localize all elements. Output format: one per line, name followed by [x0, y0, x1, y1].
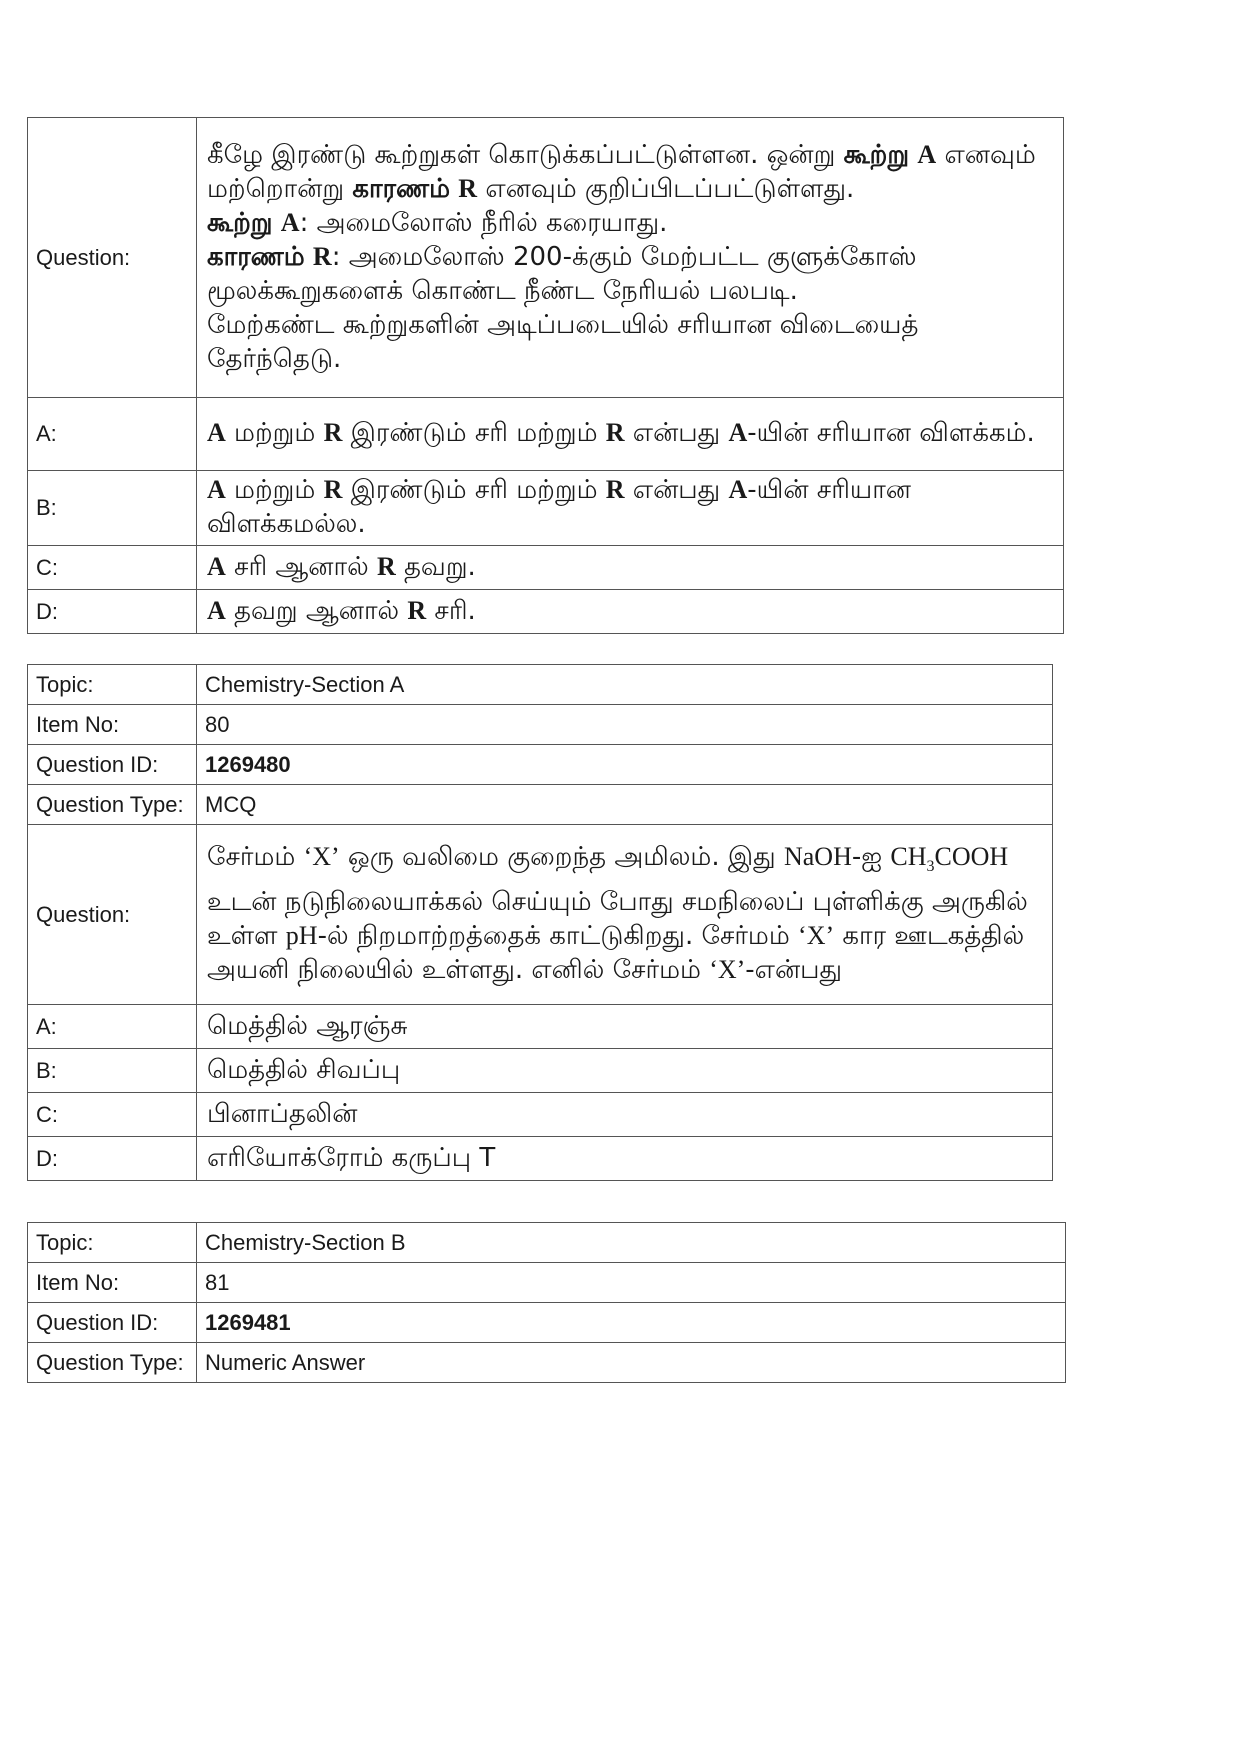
- assertion-key: A: [280, 207, 300, 237]
- option-b-label: B:: [28, 1049, 197, 1093]
- option-c-label: C:: [28, 546, 197, 590]
- text: தவறு ஆனால்: [225, 595, 408, 626]
- item-label: Item No:: [28, 705, 197, 745]
- question-type-value: MCQ: [197, 785, 1053, 825]
- compound-x: ‘X’: [709, 954, 746, 984]
- option-d-text: எரியோக்ரோம் கருப்பு T: [197, 1137, 1053, 1181]
- option-row-b: [28, 471, 1064, 546]
- item-label: Item No:: [28, 1263, 197, 1303]
- option-a-label: A:: [28, 1005, 197, 1049]
- text: -யின் சரியான விளக்கம்.: [747, 418, 1035, 448]
- key: R: [407, 595, 427, 625]
- question-id-value: 1269481: [197, 1303, 1066, 1343]
- item-row: [28, 705, 1053, 745]
- key: R: [605, 418, 625, 447]
- option-row-a: [28, 398, 1064, 471]
- option-row-b: [28, 1049, 1053, 1093]
- formula-part: COOH: [934, 842, 1009, 872]
- option-row-d: [28, 1137, 1053, 1181]
- option-row-d: [28, 590, 1064, 634]
- option-b-text: [197, 471, 1064, 546]
- key: A: [728, 418, 748, 447]
- key: R: [376, 551, 396, 581]
- assertion-key: A: [917, 139, 937, 169]
- question-type-row: [28, 785, 1053, 825]
- option-c-text: [197, 546, 1064, 590]
- option-b-text: மெத்தில் சிவப்பு: [197, 1049, 1053, 1093]
- key: A: [207, 418, 226, 447]
- option-d-label: D:: [28, 1137, 197, 1181]
- question-type-label: Question Type:: [28, 785, 197, 825]
- text: உடன் நடுநிலையாக்கல் செய்யும் போது சமநிலைப் புள்ளிக்கு அருகில் உள்ள: [207, 886, 1028, 951]
- text: மற்றும்: [225, 418, 324, 448]
- question-label: Question:: [28, 825, 197, 1005]
- text: -ஐ: [851, 842, 891, 873]
- question-id-label: Question ID:: [28, 1303, 197, 1343]
- question-id-row: [28, 745, 1053, 785]
- topic-row: [28, 665, 1053, 705]
- assertion-term: கூற்று: [843, 139, 910, 170]
- key: A: [207, 551, 226, 581]
- text: இரண்டும் சரி மற்றும்: [342, 418, 606, 448]
- text: தவறு.: [395, 551, 476, 582]
- question-row: [28, 825, 1053, 1005]
- text: -யின் சரியான விளக்கமல்ல.: [207, 475, 912, 539]
- topic-label: Topic:: [28, 665, 197, 705]
- text: -ல் நிறமாற்றத்தைக் காட்டுகிறது. சேர்மம்: [317, 920, 799, 951]
- text: என்பது: [624, 475, 729, 505]
- topic-value: Chemistry-Section A: [197, 665, 1053, 705]
- option-c-label: C:: [28, 1093, 197, 1137]
- question-table-79: [27, 117, 1064, 634]
- question-type-value: Numeric Answer: [197, 1343, 1066, 1383]
- key: R: [323, 418, 343, 447]
- key: A: [207, 595, 226, 625]
- option-d-text: [197, 590, 1064, 634]
- question-type-label: Question Type:: [28, 1343, 197, 1383]
- text: மற்றும்: [225, 475, 324, 505]
- topic-value: Chemistry-Section B: [197, 1223, 1066, 1263]
- reason-key: R: [458, 173, 478, 203]
- option-c-text: பினாப்தலின்: [197, 1093, 1053, 1137]
- formula-acetic-acid: [890, 842, 1009, 876]
- topic-row: [28, 1223, 1066, 1263]
- text: என்பது: [624, 418, 729, 448]
- item-value: 80: [197, 705, 1053, 745]
- reason-key: R: [312, 241, 332, 271]
- option-d-label: D:: [28, 590, 197, 634]
- question-id-value: 1269480: [197, 745, 1053, 785]
- key: R: [323, 475, 343, 504]
- formula-subscript: 3: [926, 858, 935, 876]
- reason-text: : அமைலோஸ் 200-க்கும் மேற்பட்ட குளுக்கோஸ் மூலக்கூறுகளைக் கொண்ட நீண்ட நேரியல் பலபடி.: [207, 241, 917, 306]
- reason-label: காரணம்: [207, 241, 305, 272]
- text: சரி ஆனால்: [225, 551, 377, 582]
- text: இரண்டும் சரி மற்றும்: [342, 475, 606, 505]
- option-row-a: [28, 1005, 1053, 1049]
- option-a-text: [197, 398, 1064, 471]
- key: R: [605, 475, 625, 504]
- question-text: [197, 118, 1064, 398]
- assertion-text: : அமைலோஸ் நீரில் கரையாது.: [299, 207, 668, 238]
- text: சேர்மம்: [207, 842, 304, 873]
- question-text: [197, 825, 1053, 1005]
- topic-label: Topic:: [28, 1223, 197, 1263]
- item-row: [28, 1263, 1066, 1303]
- question-label: Question:: [28, 118, 197, 398]
- key: A: [728, 475, 748, 504]
- reason-term: காரணம்: [352, 173, 451, 204]
- option-a-text: மெத்தில் ஆரஞ்சு: [197, 1005, 1053, 1049]
- question-type-row: [28, 1343, 1066, 1383]
- formula-part: CH: [890, 842, 927, 872]
- text: சரி.: [426, 595, 476, 626]
- question-id-label: Question ID:: [28, 745, 197, 785]
- question-table-80: [27, 664, 1053, 1181]
- compound-x: ‘X’: [798, 920, 835, 950]
- question-id-row: [28, 1303, 1066, 1343]
- item-value: 81: [197, 1263, 1066, 1303]
- option-a-label: A:: [28, 398, 197, 471]
- question-intro-part: எனவும் குறிப்பிடப்பட்டுள்ளது.: [485, 173, 855, 204]
- question-intro-part: கீழே இரண்டு கூற்றுகள் கொடுக்கப்பட்டுள்ளன. ஒன்று: [207, 139, 836, 170]
- text: ஒரு வலிமை குறைந்த அமிலம். இது: [339, 842, 784, 873]
- option-row-c: [28, 546, 1064, 590]
- question-closing: மேற்கண்ட கூற்றுகளின் அடிப்படையில் சரியான விடையைத் தேர்ந்தெடு.: [207, 309, 919, 374]
- question-intro-part: எனவும் மற்றொன்று: [207, 139, 1036, 204]
- text: -என்பது: [745, 954, 843, 985]
- option-b-label: B:: [28, 471, 197, 546]
- key: A: [207, 475, 226, 504]
- question-table-81: [27, 1222, 1066, 1383]
- ph-term: pH: [285, 920, 318, 950]
- compound-x: ‘X’: [303, 842, 340, 872]
- question-row: [28, 118, 1064, 398]
- option-row-c: [28, 1093, 1053, 1137]
- formula-naoh: NaOH: [783, 842, 852, 872]
- assertion-label: கூற்று: [207, 207, 273, 238]
- text: கார ஊடகத்தில் அயனி நிலையில் உள்ளது. எனில் சேர்மம்: [207, 920, 1025, 985]
